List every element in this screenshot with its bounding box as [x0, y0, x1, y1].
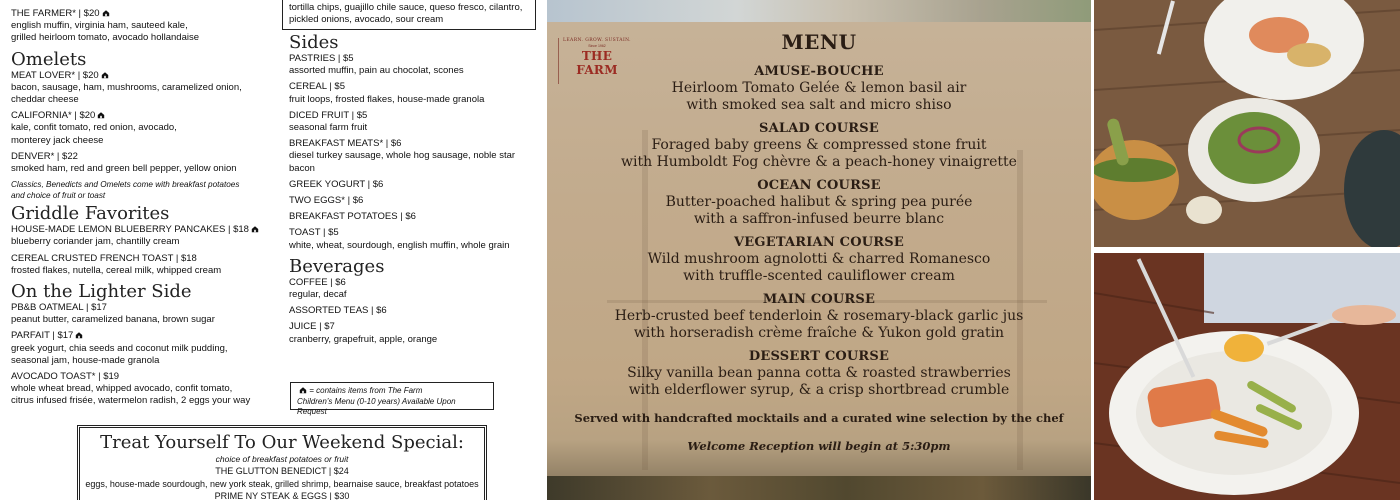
menu-item: [289, 305, 539, 317]
menu-item-name: THE FARMER* | $20: [11, 8, 100, 19]
welcome-reception-note: Welcome Reception will begin at 5:30pm: [687, 439, 951, 453]
weekend-special-box: [77, 425, 487, 500]
menu-item-name: CALIFORNIA* | $20: [11, 110, 96, 122]
menu-item-name: DICED FRUIT | $5: [289, 109, 368, 121]
menu-item: [289, 277, 539, 301]
motochilaquiles-desc: tortilla chips, guajillo chile sauce, queso fresco, cilantro, pickled onions, avocado, sour cream: [289, 2, 523, 26]
menu-item-name: AVOCADO TOAST* | $19: [11, 371, 120, 383]
course-block: [547, 235, 1091, 284]
special-item-name: THE GLUTTON BENEDICT | $24: [215, 466, 349, 476]
menu-item-desc: cranberry, grapefruit, apple, orange: [289, 333, 438, 345]
course-description: with horseradish crème fraîche & Yukon gold gratin: [633, 324, 1005, 341]
menu-item-name: TWO EGGS* | $6: [289, 195, 364, 207]
menu-item-desc: bacon, sausage, ham, mushrooms, caramelized onion, cheddar cheese: [11, 81, 242, 106]
course-description: Herb-crusted beef tenderloin & rosemary-black garlic jus: [614, 308, 1024, 324]
salmon-vegetables-bowl-photo: [1094, 253, 1400, 500]
menu-item-name: DENVER* | $22: [11, 150, 78, 162]
event-menu-card: [547, 0, 1091, 500]
menu-item-name: PARFAIT | $17: [11, 330, 74, 342]
course-description: with elderflower syrup, & a crisp shortbread crumble: [628, 381, 1010, 398]
menu-item: [289, 211, 539, 223]
legend-box: [290, 382, 494, 416]
menu-title: MENU: [781, 30, 857, 54]
course-title: SALAD COURSE: [758, 121, 879, 136]
menu-item-name: CEREAL CRUSTED FRENCH TOAST | $18: [11, 252, 197, 264]
course-title: VEGETARIAN COURSE: [734, 235, 904, 250]
special-item-name: PRIME NY STEAK & EGGS | $30: [214, 491, 350, 500]
breakfast-menu-page: [0, 0, 547, 500]
motochilaquiles-box: [282, 0, 536, 30]
menu-item-desc: seasonal farm fruit: [289, 122, 368, 134]
logo-name: THE FARM: [576, 49, 618, 77]
farm-house-icon: [102, 9, 110, 17]
menu-item-desc: blueberry coriander jam, chantilly cream: [11, 236, 180, 248]
special-subtitle: choice of breakfast potatoes or fruit: [215, 454, 349, 464]
legend-farm-note: = contains items from The Farm: [309, 386, 423, 395]
section-heading: On the Lighter Side: [11, 281, 192, 303]
section-heading: Sides: [289, 32, 339, 53]
menu-item-desc: greek yogurt, chia seeds and coconut milk pudding, seasonal jam, house-made granola: [11, 342, 228, 366]
menu-item-desc: english muffin, virginia ham, sauteed kale, grilled heirloom tomato, avocado hollandaise: [11, 20, 200, 44]
legend-children-note: Children’s Menu (0-10 years) Available Upon Request: [297, 396, 456, 416]
menu-item-name: ASSORTED TEAS | $6: [289, 305, 387, 317]
menu-item-name: JUICE | $7: [289, 321, 335, 333]
menu-item-desc: assorted muffin, pain au chocolat, scones: [289, 65, 464, 77]
menu-item: [11, 330, 276, 367]
menu-item: [289, 227, 539, 251]
menu-item: [11, 110, 276, 147]
menu-item-desc: whole wheat bread, whipped avocado, confit tomato, citrus infused frisée, watermelon radish, 2 eggs your way: [11, 383, 251, 407]
menu-item-name: GREEK YOGURT | $6: [289, 178, 384, 190]
course-description: with Humboldt Fog chèvre & a peach-honey vinaigrette: [621, 153, 1017, 170]
menu-item-name: TOAST | $5: [289, 227, 339, 239]
logo-est: Since 1962: [588, 44, 606, 48]
garden-background: [547, 476, 1091, 500]
menu-item: [11, 151, 276, 175]
course-block: [547, 349, 1091, 398]
course-description: Wild mushroom agnolotti & charred Romanesco: [647, 251, 991, 267]
course-title: AMUSE-BOUCHE: [754, 64, 884, 79]
menu-item-name: PASTRIES | $5: [289, 53, 354, 64]
menu-column-right: [289, 32, 539, 350]
menu-item-name: COFFEE | $6: [289, 276, 346, 288]
farm-house-icon: [97, 111, 105, 119]
menu-item: [289, 138, 539, 175]
menu-item: [289, 195, 539, 207]
course-title: MAIN COURSE: [762, 292, 876, 307]
menu-item: [289, 321, 539, 345]
menu-item: [11, 371, 276, 408]
sky-background: [547, 0, 1091, 22]
menu-item-name: CEREAL | $5: [289, 81, 345, 93]
farm-house-icon: [251, 225, 259, 233]
course-description: with smoked sea salt and micro shiso: [686, 96, 952, 113]
course-title: DESSERT COURSE: [748, 349, 890, 364]
menu-item-name: HOUSE-MADE LEMON BLUEBERRY PANCAKES | $18: [11, 224, 249, 236]
menu-content: [547, 28, 1091, 454]
menu-item: [11, 302, 276, 326]
course-description: Foraged baby greens & compressed stone fruit: [651, 137, 987, 153]
menu-item-desc: regular, decaf: [289, 289, 347, 301]
section-heading: Griddle Favorites: [11, 203, 170, 225]
farm-house-icon: [299, 386, 307, 394]
menu-note: Classics, Benedicts and Omelets come with breakfast potatoes and choice of fruit or toast: [11, 180, 240, 201]
menu-item-desc: frosted flakes, nutella, cereal milk, whipped cream: [11, 264, 222, 276]
menu-item: [11, 70, 276, 107]
course-title: OCEAN COURSE: [757, 178, 881, 193]
menu-item-name: BREAKFAST MEATS* | $6: [289, 138, 402, 150]
course-block: [547, 121, 1091, 170]
menu-item-desc: peanut butter, caramelized banana, brown sugar: [11, 314, 215, 326]
menu-item: [11, 8, 276, 45]
menu-item-name: PB&B OATMEAL | $17: [11, 302, 107, 314]
food-illustration: [1094, 0, 1400, 247]
course-description: Butter-poached halibut & spring pea purée: [665, 194, 973, 210]
course-description: with a saffron-infused beurre blanc: [693, 210, 945, 227]
course-block: [547, 178, 1091, 227]
course-block: [547, 292, 1091, 341]
plated-salmon-salad-burger-photo: [1094, 0, 1400, 247]
farm-house-icon: [101, 71, 109, 79]
menu-item-desc: diesel turkey sausage, whole hog sausage, noble star bacon: [289, 150, 516, 174]
course-block: [547, 64, 1091, 113]
special-item-desc: eggs, house-made sourdough, new york steak, grilled shrimp, bearnaise sauce, breakfast potatoes: [85, 478, 479, 489]
menu-item-name: BREAKFAST POTATOES | $6: [289, 211, 416, 223]
farm-house-icon: [75, 331, 83, 339]
menu-item-desc: white, wheat, sourdough, english muffin, whole grain: [289, 239, 510, 251]
menu-item-desc: kale, confit tomato, red onion, avocado, monterey jack cheese: [11, 122, 177, 146]
menu-item: [11, 253, 276, 277]
food-illustration: [1094, 253, 1400, 500]
menu-column-left: [11, 8, 276, 412]
section-heading: Beverages: [289, 255, 385, 277]
logo-tagline: LEARN. GROW. SUSTAIN.: [562, 38, 631, 43]
menu-item: [289, 110, 539, 134]
food-photos: [1091, 0, 1400, 500]
menu-item: [289, 81, 539, 105]
menu-item: [289, 53, 539, 77]
menu-item-desc: smoked ham, red and green bell pepper, yellow onion: [11, 163, 237, 175]
menu-item-desc: fruit loops, frosted flakes, house-made granola: [289, 93, 485, 105]
menu-item: [11, 224, 276, 248]
menu-item: [289, 179, 539, 191]
special-title: Treat Yourself To Our Weekend Special:: [100, 432, 464, 453]
menu-footer-note: Served with handcrafted mocktails and a curated wine selection by the chef: [574, 411, 1064, 425]
course-description: Silky vanilla bean panna cotta & roasted strawberries: [627, 365, 1011, 381]
course-description: with truffle-scented cauliflower cream: [683, 267, 955, 284]
course-description: Heirloom Tomato Gelée & lemon basil air: [671, 80, 967, 96]
section-heading: Omelets: [11, 48, 87, 70]
menu-item-name: MEAT LOVER* | $20: [11, 69, 99, 81]
